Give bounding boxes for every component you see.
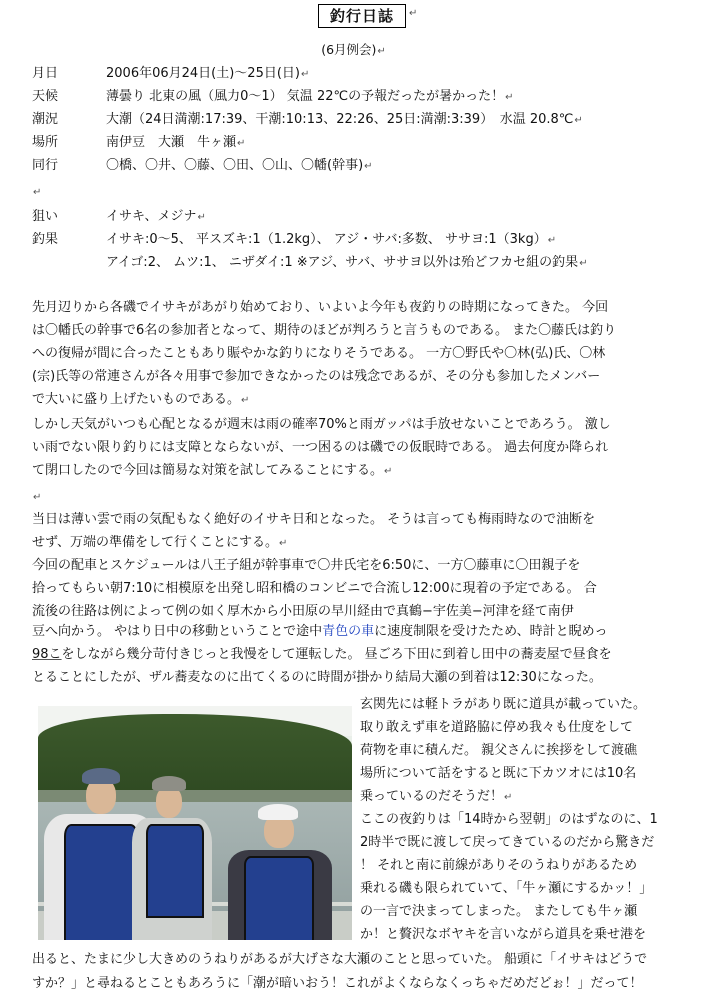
body-line-15: 98こをしながら幾分苛付きじっと我慢をして運転した。 昼ごろ下田に到着し田中の蕎麦屋で昼食を <box>32 647 612 662</box>
blue-car-text: 青色の車 <box>322 624 375 639</box>
paragraph-mark: ↵ <box>579 258 588 269</box>
paragraph-mark: ↵ <box>237 138 246 149</box>
detail-value: イサキ:0〜5、 平スズキ:1（1.2kg）、 アジ・サバ:多数、 ササヨ:1（3kg）↵ <box>106 232 557 247</box>
paragraph-mark: ↵ <box>33 187 42 198</box>
paragraph-mark: ↵ <box>574 115 583 126</box>
detail-label: 狙い <box>32 209 59 224</box>
side-line: 玄関先には軽トラがあり既に道具が載っていた。 <box>360 697 647 712</box>
paragraph-mark: ↵ <box>364 161 373 172</box>
side-line: 乗っているのだそうだ！↵ <box>360 789 513 804</box>
paragraph-mark: ↵ <box>33 492 42 503</box>
side-line: 場所について話をすると既に下カツオには10名 <box>360 766 637 781</box>
paragraph-mark: ↵ <box>409 8 418 19</box>
paragraph-mark: ↵ <box>241 395 250 406</box>
body-line: しかし天気がいつも心配となるが週末は雨の確率70%と雨ガッパは手放せないことであろう。 激し <box>32 417 611 432</box>
body-line: (宗)氏等の常連さんが各々用事で参加できなかったのは残念であるが、その分も参加したメンバー <box>32 369 601 384</box>
detail-value: 薄曇り 北東の風（風力0〜1） 気温 22℃の予報だったが暑かった！↵ <box>106 89 514 104</box>
page-subtitle: (6月例会)↵ <box>321 42 386 57</box>
side-line: 取り敢えず車を道路脇に停め我々も仕度をして <box>360 720 634 735</box>
side-line: か！と贅沢なボヤキを言いながら道具を乗せ港を <box>360 927 647 942</box>
side-line: の一言で決まってしまった。 またしても牛ヶ瀬 <box>360 904 638 919</box>
side-line: 2時半で既に渡して戻ってきているのだから驚きだ <box>360 835 655 850</box>
paragraph-mark: ↵ <box>197 212 206 223</box>
paragraph-mark: ↵ <box>278 538 288 549</box>
body-line: 今回の配車とスケジュールは八王子組が幹事車で〇井氏宅を6:50に、一方〇藤車に〇田親子を <box>32 558 581 573</box>
detail-label: 同行 <box>32 158 59 173</box>
detail-label: 月日 <box>32 66 59 81</box>
side-line: ！ それと南に前線がありそのうねりがあるため <box>360 858 638 873</box>
detail-value: 〇橋、〇井、〇藤、〇田、〇山、〇幡(幹事)↵ <box>106 158 373 173</box>
body-line: で大いに盛り上げたいものである。↵ <box>32 392 250 407</box>
detail-value: 2006年06月24日(土)〜25日(日)↵ <box>106 66 310 81</box>
side-line: 乗れる磯も限られていて、「牛ヶ瀬にするかッ！」 <box>360 881 653 896</box>
body-line: への復帰が間に合ったこともあり賑やかな釣りになりそうである。 一方〇野氏や〇林(弘)氏、〇林 <box>32 346 606 361</box>
body-line-16: とることにしたが、ザル蕎麦なのに出てくるのに時間が掛かり結局大瀬の到着は12:30になった。 <box>32 670 602 685</box>
body-line: 出ると、たまに少し大きめのうねりがあるが大げさな大瀬のことと思っていた。 船頭に「イサキはどうで <box>32 952 648 967</box>
paragraph-mark: ↵ <box>505 92 514 103</box>
detail-value: 大潮（24日満潮:17:39、干潮:10:13、22:26、25日:満潮:3:39） 水温 20.8℃↵ <box>106 112 583 127</box>
body-line: い雨でない限り釣りには支障とならないが、一つ困るのは磯での仮眠時である。 過去何度か降られ <box>32 440 609 455</box>
paragraph-mark: ↵ <box>301 69 310 80</box>
body-line <box>32 485 682 508</box>
fishing-group-photo <box>38 706 352 940</box>
page-title: 釣行日誌 <box>318 4 406 28</box>
paragraph-mark: ↵ <box>547 235 557 246</box>
detail-label <box>32 182 41 203</box>
paragraph-mark: ↵ <box>384 466 393 477</box>
body-line: 先月辺りから各磯でイサキがあがり始めており、いよいよ今年も夜釣りの時期になってきた。 今回 <box>32 300 609 315</box>
body-line-14: 豆へ向かう。 やはり日中の移動ということで途中青色の車に速度制限を受けたため、時計と睨めっ <box>32 624 608 639</box>
paragraph-mark: ↵ <box>504 792 513 803</box>
body-line: すか？」と尋ねるとこともあろうに「潮が暗いおう！これがよくならなくっちゃだめだどぉ！」だって！ <box>32 976 643 991</box>
body-line: て閉口したので今回は簡易な対策を試してみることにする。↵ <box>32 463 393 478</box>
detail-label: 天候 <box>32 89 59 104</box>
detail-label: 釣果 <box>32 232 59 247</box>
body-line: 当日は薄い雲で雨の気配もなく絶好のイサキ日和となった。 そうは言っても梅雨時なので油断を <box>32 512 596 527</box>
side-line: ここの夜釣りは「14時から翌朝」のはずなのに、1 <box>360 812 658 827</box>
body-line: 拾ってもらい朝7:10に相模原を出発し昭和橋のコンビニで合流し12:00に現着の予定である。 合 <box>32 581 597 596</box>
detail-value: 南伊豆 大瀬 牛ヶ瀬↵ <box>106 135 246 150</box>
detail-label: 潮況 <box>32 112 59 127</box>
body-line: せず、万端の準備をして行くことにする。↵ <box>32 535 288 550</box>
body-line: 流後の往路は例によって例の如く厚木から小田原の早川経由で真鶴−宇佐美−河津を経て南伊 <box>32 604 574 619</box>
detail-value: イサキ、メジナ↵ <box>106 209 206 224</box>
body-line: は〇幡氏の幹事で6名の参加者となって、期待のほどが判ろうと言うものである。 また〇藤氏は釣り <box>32 323 617 338</box>
side-line: 荷物を車に積んだ。 親父さんに挨拶をして渡礁 <box>360 743 638 758</box>
detail-label: 場所 <box>32 135 59 150</box>
detail-value: アイゴ:2、 ムツ:1、 ニザダイ:1 ※アジ、サバ、ササヨ以外は殆どフカセ組の釣果↵ <box>106 255 588 270</box>
